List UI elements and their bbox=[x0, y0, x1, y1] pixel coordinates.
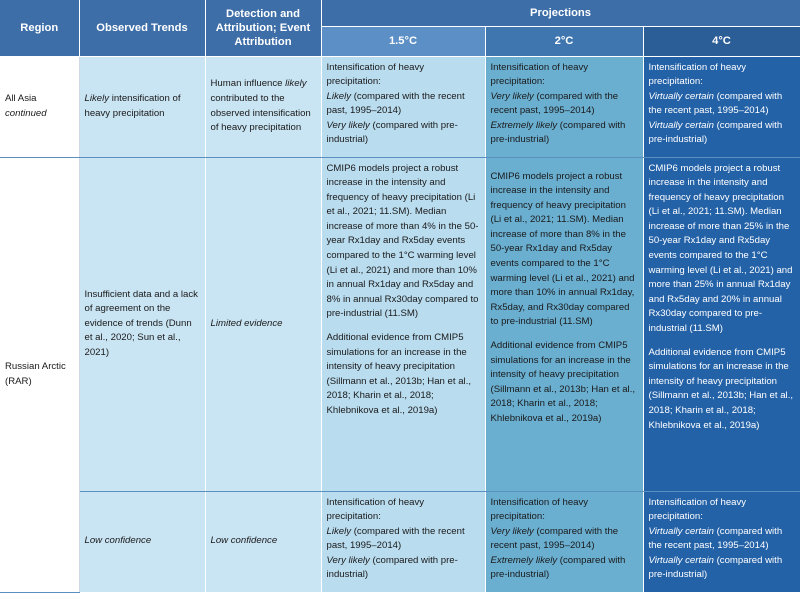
table-row bbox=[0, 491, 800, 592]
observed-trends-cell: Insufficient data and a lack of agreement on the evidence of trends (Dunn et al., 2020; Sun et al., 2021) bbox=[79, 157, 205, 491]
detection-cell: Human influence likely contributed to the observed intensification of heavy precipitation bbox=[205, 56, 321, 157]
projection-1-5c-cell: Intensification of heavy precipitation: Likely (compared with the recent past, 1995–2014) Very likely (compared with pre-industrial) bbox=[321, 56, 485, 157]
projection-2c-cell: Intensification of heavy precipitation: Very likely (compared with the recent past, 1995–2014) Extremely likely (compared with pre-industrial) bbox=[485, 56, 643, 157]
projection-4c-cell: Intensification of heavy precipitation: Virtually certain (compared with the recent past, 1995–2014) Virtually certain (compared with pre-industrial) bbox=[643, 491, 800, 592]
header-2c: 2°C bbox=[485, 26, 643, 56]
projection-2c-cell: CMIP6 models project a robust increase in the intensity and frequency of heavy precipitation (Li et al., 2021; 11.SM). Median increase of more than 8% in the 50-year Rx1day and Rx5day events compared to the 1°C warming level (Li et al., 2021) and more than 10% in annual Rx1day, Rx5day, and Rx30day compared to pre-industrial (11.SM) Additional evidence from CMIP5 simulations for an increase in the intensity of heavy precipitation (Sillmann et al., 2013b; Han et al., 2018; Kharin et al., 2018; Khlebnikova et al., 2019a) bbox=[485, 157, 643, 491]
table-row bbox=[0, 56, 800, 157]
projection-4c-cell: CMIP6 models project a robust increase in the intensity and frequency of heavy precipitation (Li et al., 2021; 11.SM). Median increase of more than 25% in the 50-year Rx1day and Rx5day events compared to the 1°C warming level (Li et al., 2021) and more than 25% in annual Rx1day and Rx5day and 20% in annual Rx30day compared to pre-industrial (11.SM) Additional evidence from CMIP5 simulations for an increase in the intensity of heavy precipitation (Sillmann et al., 2013b; Han et al., 2018; Kharin et al., 2018; Khlebnikova et al., 2019a) bbox=[643, 157, 800, 491]
detection-cell: Low confidence bbox=[205, 491, 321, 592]
projection-2c-cell: Intensification of heavy precipitation: Very likely (compared with the recent past, 1995–2014) Extremely likely (compared with pre-industrial) bbox=[485, 491, 643, 592]
table-row bbox=[0, 157, 800, 491]
observed-trends-cell: Likely intensification of heavy precipitation bbox=[79, 56, 205, 157]
header-4c: 4°C bbox=[643, 26, 800, 56]
projection-1-5c-cell: Intensification of heavy precipitation: Likely (compared with the recent past, 1995–2014) Very likely (compared with pre-industrial) bbox=[321, 491, 485, 592]
detection-cell: Limited evidence bbox=[205, 157, 321, 491]
region-all-asia: All Asia continued bbox=[0, 56, 79, 157]
header-observed-trends: Observed Trends bbox=[79, 0, 205, 56]
header-projections: Projections bbox=[321, 0, 800, 26]
projection-4c-cell: Intensification of heavy precipitation: Virtually certain (compared with the recent past, 1995–2014) Virtually certain (compared with pre-industrial) bbox=[643, 56, 800, 157]
projection-1-5c-cell: CMIP6 models project a robust increase in the intensity and frequency of heavy precipitation (Li et al., 2021; 11.SM). Median increase of more than 4% in the 50-year Rx1day and Rx5day events compared to the 1°C warming level (Li et al., 2021) and more than 10% in annual Rx1day and Rx5day and 8% in annual Rx30day compared to pre-industrial (11.SM) Additional evidence from CMIP5 simulations for an increase in the intensity of heavy precipitation (Sillmann et al., 2013b; Han et al., 2018; Kharin et al., 2018; Khlebnikova et al., 2019a) bbox=[321, 157, 485, 491]
region-russian-arctic: Russian Arctic (RAR) bbox=[0, 157, 79, 592]
header-detection-attribution: Detection and Attribution; Event Attribution bbox=[205, 0, 321, 56]
header-region: Region bbox=[0, 0, 79, 56]
observed-trends-cell: Low confidence bbox=[79, 491, 205, 592]
header-1-5c: 1.5°C bbox=[321, 26, 485, 56]
